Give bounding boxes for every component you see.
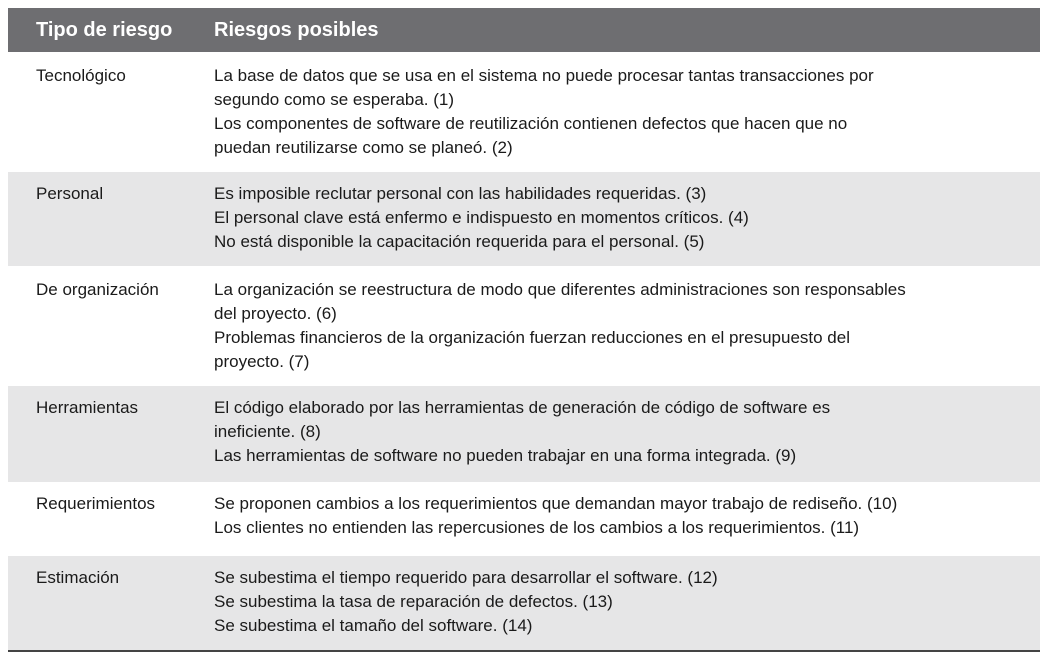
- risk-line: proyecto. (7): [214, 352, 310, 371]
- risk-line: ineficiente. (8): [214, 422, 321, 441]
- header-risk-type: Tipo de riesgo: [36, 18, 173, 41]
- risks-cell: [214, 64, 1040, 172]
- risk-line: Se subestima la tasa de reparación de defectos. (13): [214, 592, 613, 611]
- risk-line: Es imposible reclutar personal con las habilidades requeridas. (3): [214, 184, 707, 203]
- risks-cell: [214, 278, 1040, 386]
- risk-type-cell: Estimación: [36, 568, 120, 587]
- risk-line: Se subestima el tamaño del software. (14): [214, 616, 533, 635]
- header-possible-risks: Riesgos posibles: [214, 18, 379, 41]
- risk-line: Los componentes de software de reutilización contienen defectos que hacen que no: [214, 114, 848, 133]
- risk-type-cell: Tecnológico: [36, 66, 126, 85]
- risk-table: [8, 8, 1040, 652]
- table-row-requerimientos: [8, 482, 1040, 556]
- risk-type-cell: De organización: [36, 280, 159, 299]
- risk-line: El código elaborado por las herramientas de generación de código de software es: [214, 398, 831, 417]
- risk-type-cell: Herramientas: [36, 398, 139, 417]
- risk-line: La base de datos que se usa en el sistema no puede procesar tantas transacciones por: [214, 66, 874, 85]
- risk-line: del proyecto. (6): [214, 304, 337, 323]
- table-row-estimacion: [8, 556, 1040, 650]
- risk-line: La organización se reestructura de modo que diferentes administraciones son responsables: [214, 280, 906, 299]
- risk-line: Problemas financieros de la organización fuerzan reducciones en el presupuesto del: [214, 328, 850, 347]
- table-row-organizacion: [8, 266, 1040, 386]
- table-header: [8, 8, 1040, 52]
- risks-cell: [214, 492, 1040, 556]
- risk-line: No está disponible la capacitación requerida para el personal. (5): [214, 232, 705, 251]
- risks-cell: [214, 566, 1040, 650]
- risk-line: Se subestima el tiempo requerido para desarrollar el software. (12): [214, 568, 718, 587]
- risk-line: Se proponen cambios a los requerimientos que demandan mayor trabajo de rediseño. (10): [214, 494, 898, 513]
- risk-line: Los clientes no entienden las repercusiones de los cambios a los requerimientos. (11): [214, 518, 860, 537]
- risks-cell: [214, 182, 1040, 266]
- risk-line: puedan reutilizarse como se planeó. (2): [214, 138, 513, 157]
- risk-type-cell: Requerimientos: [36, 494, 156, 513]
- table-row-herramientas: [8, 386, 1040, 482]
- table-row-personal: [8, 172, 1040, 266]
- risk-line: Las herramientas de software no pueden trabajar en una forma integrada. (9): [214, 446, 797, 465]
- table-row-tecnologico: [8, 52, 1040, 172]
- risk-line: El personal clave está enfermo e indispuesto en momentos críticos. (4): [214, 208, 749, 227]
- risk-line: segundo como se esperaba. (1): [214, 90, 455, 109]
- risk-type-cell: Personal: [36, 184, 104, 203]
- risks-cell: [214, 396, 1040, 482]
